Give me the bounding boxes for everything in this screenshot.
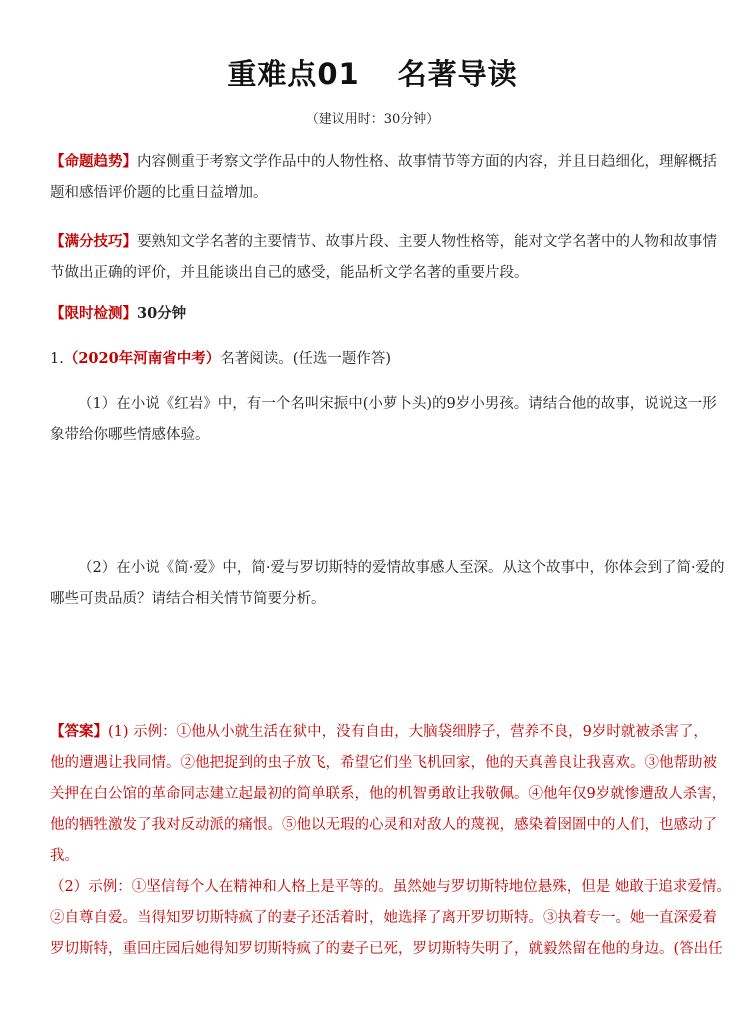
question-1-part-1 bbox=[50, 389, 717, 451]
trend-text-line2: 题和感悟评价题的比重日益增加。 bbox=[50, 185, 268, 201]
trend-label: 【命题趋势】 bbox=[50, 153, 137, 170]
part2-line1: （2）在小说《简·爱》中，简·爱与罗切斯特的爱情故事感人至深。从这个故事中，你体会到了简·爱的 bbox=[78, 560, 725, 576]
question-number: 1. bbox=[50, 351, 64, 367]
part1-line1: （1）在小说《红岩》中，有一个名叫宋振中(小萝卜头)的9岁小男孩。请结合他的故事，说说这一形 bbox=[78, 396, 717, 412]
skills-paragraph bbox=[50, 226, 717, 289]
answer-2-line: 罗切斯特，重回庄园后她得知罗切斯特疯了的妻子已死，罗切斯特失明了，就毅然留在他的身边。(答出任 bbox=[50, 941, 723, 957]
answer-1-line: 我。 bbox=[50, 848, 79, 864]
answer-2-line: （2）示例：①坚信每个人在精神和人格上是平等的。虽然她与罗切斯特地位悬殊，但是 她敢于追求爱情。 bbox=[50, 879, 731, 895]
question-1-part-2 bbox=[50, 553, 725, 615]
question-source: （2020年河南省中考） bbox=[63, 350, 221, 367]
answer-label: 【答案】 bbox=[50, 723, 108, 740]
title-main: 重难点01 bbox=[227, 57, 360, 91]
answer-2-line: ②自尊自爱。当得知罗切斯特疯了的妻子还活着时，她选择了离开罗切斯特。③执着专一。她一直深爱着 bbox=[50, 910, 717, 926]
suggested-time: （建议用时：30分钟） bbox=[305, 112, 440, 127]
answer-1-line: 关押在白公馆的革命同志建立起最初的简单联系，他的机智勇敢让我敬佩。④他年仅9岁就惨遭敌人杀害， bbox=[50, 786, 727, 802]
answer-1-line: 他的遭遇让我同情。②他把捉到的虫子放飞，希望它们坐飞机回家，他的天真善良让我喜欢。③他帮助被 bbox=[50, 755, 717, 771]
question-1-heading bbox=[50, 343, 700, 375]
answer-section bbox=[50, 716, 731, 965]
skills-text-line1: 要熟知文学名著的主要情节、故事片段、主要人物性格等，能对文学名著中的人物和故事情 bbox=[137, 234, 717, 250]
answer-1-line: (1) 示例：①他从小就生活在狱中，没有自由，大脑袋细脖子，营养不良，9岁时就被杀害了， bbox=[108, 724, 708, 740]
part2-line2: 哪些可贵品质？请结合相关情节简要分析。 bbox=[50, 591, 326, 607]
part1-line2: 象带给你哪些情感体验。 bbox=[50, 427, 210, 443]
trend-paragraph bbox=[50, 146, 717, 209]
answer-1-line: 他的牺牲激发了我对反动派的痛恨。⑤他以无瑕的心灵和对敌人的蔑视，感染着囹圄中的人们，也感动了 bbox=[50, 817, 717, 833]
page-title bbox=[0, 52, 745, 93]
skills-text-line2: 节做出正确的评价，并且能谈出自己的感受，能品析文学名著的重要片段。 bbox=[50, 265, 529, 281]
skills-label: 【满分技巧】 bbox=[50, 233, 137, 250]
question-prompt: 名著阅读。(任选一题作答) bbox=[220, 351, 392, 367]
timed-test-label: 【限时检测】 bbox=[50, 305, 137, 322]
title-sub: 名著导读 bbox=[397, 57, 518, 91]
timed-test-value: 30分钟 bbox=[137, 305, 187, 322]
timed-test-line bbox=[50, 298, 700, 330]
trend-text-line1: 内容侧重于考察文学作品中的人物性格、故事情节等方面的内容，并且日趋细化，理解概括 bbox=[137, 154, 717, 170]
